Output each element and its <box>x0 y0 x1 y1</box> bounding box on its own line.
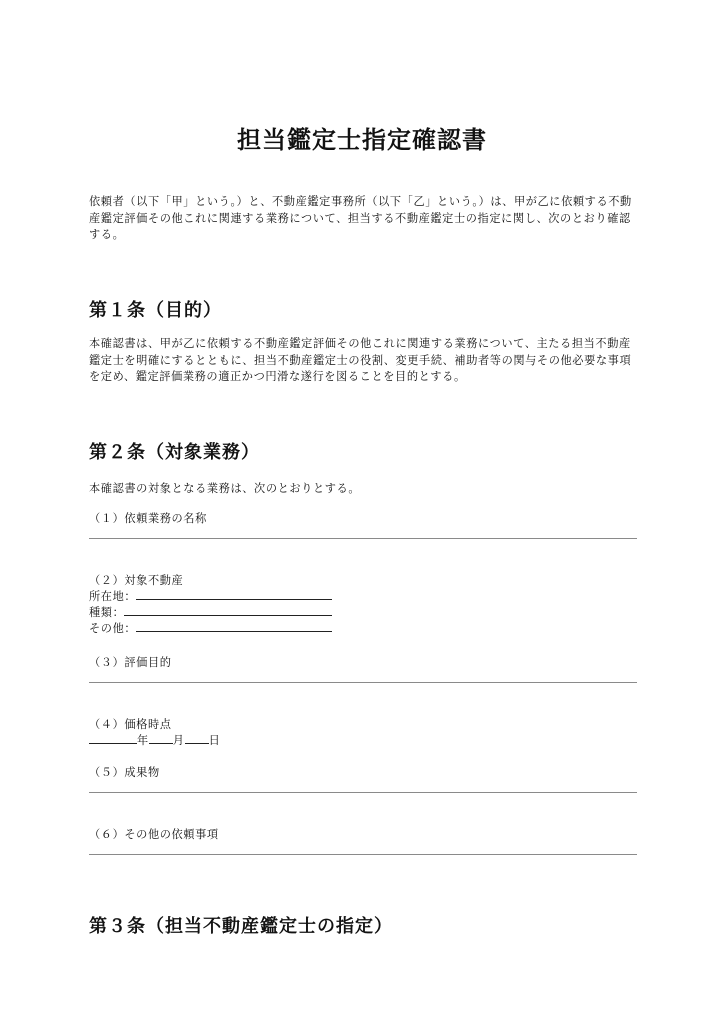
other-blank[interactable] <box>136 620 332 632</box>
day-label: 日 <box>208 734 221 747</box>
year-blank[interactable] <box>89 732 137 744</box>
other-field <box>89 620 332 636</box>
type-field <box>89 604 332 620</box>
month-blank[interactable] <box>149 732 173 744</box>
article-1-heading: 第１条（目的） <box>89 300 222 321</box>
item-2-label: （２）対象不動産 <box>89 574 184 587</box>
location-blank[interactable] <box>136 588 332 600</box>
item-6-answer-line[interactable] <box>89 854 637 855</box>
item-5-answer-line[interactable] <box>89 792 637 793</box>
item-3-label: （３）評価目的 <box>89 656 172 669</box>
day-blank[interactable] <box>185 732 209 744</box>
item-3-answer-line[interactable] <box>89 682 637 683</box>
article-1-body: 本確認書は、甲が乙に依頼する不動産鑑定評価その他これに関連する業務について、主たる担当不動産鑑定士を明確にするとともに、担当不動産鑑定士の役割、変更手続、補助者等の関与その他必要な事項を定め、鑑定評価業務の適正かつ円滑な遂行を図ることを目的とする。 <box>89 337 632 383</box>
item-6-label: （６）その他の依頼事項 <box>89 828 219 841</box>
article-2-lead: 本確認書の対象となる業務は、次のとおりとする。 <box>89 482 361 495</box>
item-1-answer-line[interactable] <box>89 538 637 539</box>
location-field <box>89 588 332 604</box>
type-label: 種類： <box>89 606 125 619</box>
item-5-label: （５）成果物 <box>89 766 160 779</box>
month-label: 月 <box>172 734 185 747</box>
article-2-heading: 第２条（対象業務） <box>89 442 260 463</box>
document-title: 担当鑑定士指定確認書 <box>237 126 487 154</box>
other-label: その他： <box>89 622 137 635</box>
item-1-label: （１）依頼業務の名称 <box>89 512 207 525</box>
intro-paragraph: 依頼者（以下「甲」という。）と、不動産鑑定事務所（以下「乙」という。）は、甲が乙に依頼する不動産鑑定評価その他これに関連する業務について、担当する不動産鑑定士の指定に関し、次のとおり確認する。 <box>89 195 632 241</box>
date-field <box>89 732 220 748</box>
type-blank[interactable] <box>124 604 332 616</box>
location-label: 所在地： <box>89 590 137 603</box>
article-3-heading: 第３条（担当不動産鑑定士の指定） <box>89 916 393 937</box>
item-4-label: （４）価格時点 <box>89 718 172 731</box>
year-label: 年 <box>137 734 149 747</box>
